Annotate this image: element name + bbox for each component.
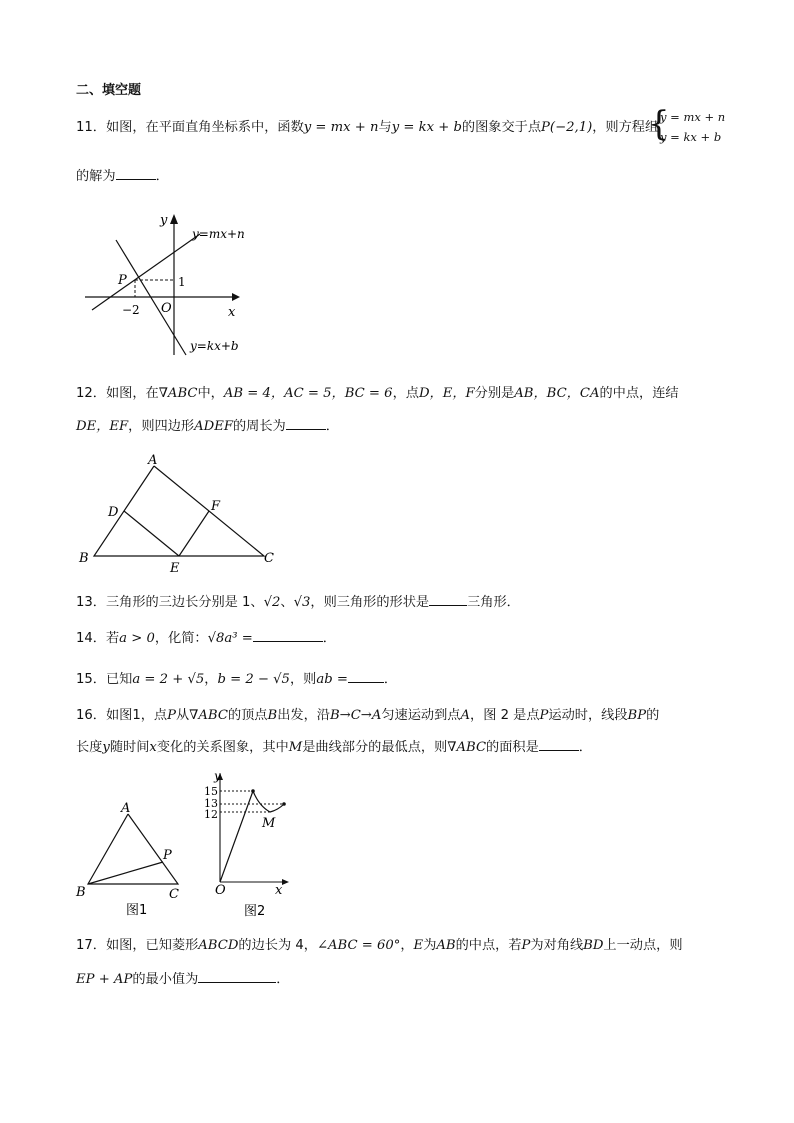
q13-answer-blank[interactable] xyxy=(429,592,467,606)
section-heading: 二、填空题 xyxy=(76,83,142,98)
q16-fig2-tick-15: 15 xyxy=(204,785,218,798)
q16-figure2 xyxy=(198,768,308,922)
q11-equation-system: { y = mx + n y = kx + b xyxy=(648,104,726,144)
q12-label-c: C xyxy=(264,551,274,566)
q14-line: 14．若a > 0，化简：√8a³ = ． xyxy=(76,628,336,648)
q11-figure xyxy=(80,210,260,360)
q16-fig2-x-label: x xyxy=(275,883,283,898)
q16-fig1-label-a: A xyxy=(121,801,131,816)
q12-line1: 12．如图，在∇ABC中，AB = 4，AC = 5，BC = 6，点D，E，F分别是AB，BC，CA的中点，连结 xyxy=(76,386,679,401)
q11-tick-neg2: −2 xyxy=(122,303,140,317)
q15-line: 15．已知a = 2 + √5，b = 2 − √5，则ab = ． xyxy=(76,669,397,689)
q12-label-d: D xyxy=(108,505,119,520)
q16-line2: 长度y随时间x变化的关系图象，其中M是曲线部分的最低点，则∇ABC的面积是 ． xyxy=(76,737,592,757)
q17-line1: 17．如图，已知菱形ABCD的边长为 4，∠ABC = 60°，E为AB的中点，若P为对角线BD上一动点，则 xyxy=(76,938,683,953)
q12-figure xyxy=(76,450,286,578)
q16-fig2-caption: 图2 xyxy=(244,904,266,919)
q16-fig1-label-c: C xyxy=(169,887,179,902)
q16-figure1 xyxy=(74,796,194,922)
q12-line2: DE，EF，则四边形ADEF的周长为 ． xyxy=(76,416,339,436)
q11-answer-blank[interactable] xyxy=(116,166,156,180)
q12-label-e: E xyxy=(170,561,180,576)
q16-fig1-caption: 图1 xyxy=(126,903,148,918)
q16-fig2-y-label: y xyxy=(214,769,221,783)
q16-fig2-origin: O xyxy=(215,883,226,898)
q13-line: 13．三角形的三边长分别是 1、√2、√3，则三角形的形状是 三角形． xyxy=(76,592,520,612)
q11-origin-label: O xyxy=(161,301,172,316)
q11-y-label: y xyxy=(160,213,168,228)
q11-line-mn-label: y=mx+n xyxy=(192,227,245,241)
q12-label-f: F xyxy=(211,499,221,514)
q12-label-b: B xyxy=(79,551,89,566)
q17-answer-blank[interactable] xyxy=(198,969,276,983)
q11-x-label: x xyxy=(228,305,236,320)
q11-point-p: P xyxy=(118,273,127,288)
q16-fig2-tick-12: 12 xyxy=(204,808,218,821)
q11-line-kb-label: y=kx+b xyxy=(190,339,239,353)
q11-line2: 的解为 ． xyxy=(76,166,169,186)
q15-answer-blank[interactable] xyxy=(348,669,384,683)
q12-label-a: A xyxy=(148,453,158,468)
q16-line1: 16．如图1，点P从∇ABC的顶点B出发，沿B→C→A匀速运动到点A，图 2 是点P运动时，线段BP的 xyxy=(76,708,660,723)
q16-answer-blank[interactable] xyxy=(539,737,579,751)
q16-fig1-label-b: B xyxy=(76,885,86,900)
q14-answer-blank[interactable] xyxy=(253,628,323,642)
q12-answer-blank[interactable] xyxy=(286,416,326,430)
q16-fig1-label-p: P xyxy=(163,848,172,863)
q11-line1: 11．如图，在平面直角坐标系中，函数y = mx + n与y = kx + b的图象交于点P(−2,1)，则方程组 xyxy=(76,120,659,135)
q16-fig2-point-m: M xyxy=(262,816,276,831)
q11-tick-1: 1 xyxy=(178,275,186,289)
q16-fig2-tick-13: 13 xyxy=(204,797,218,810)
q17-line2: EP + AP的最小值为 ． xyxy=(76,969,289,989)
